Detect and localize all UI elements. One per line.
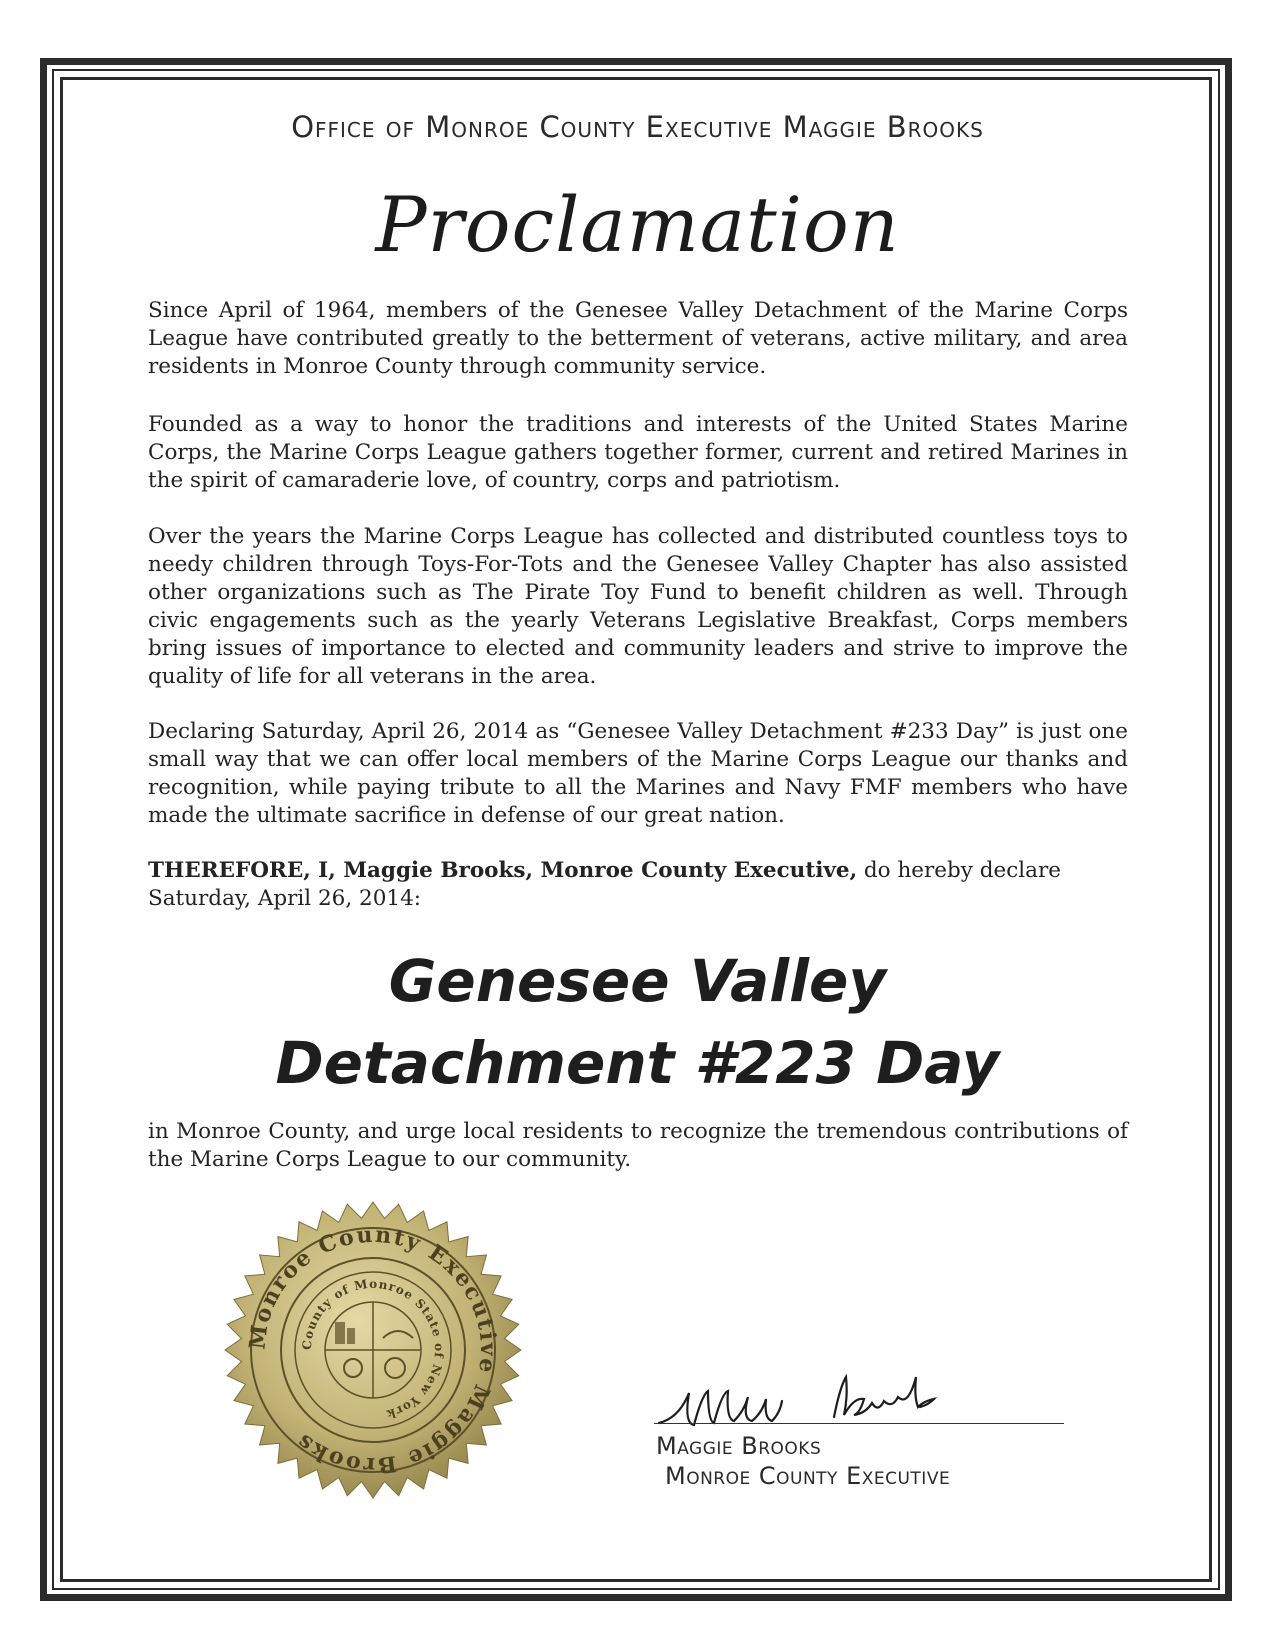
office-heading: Office of Monroe County Executive Maggie Brooks (291, 110, 984, 144)
paragraph-2: Founded as a way to honor the traditions and interests of the United States Marine Corps, the Marine Corps League gathers together former, current and retired Marines in the spirit of camaraderie love, of country, corps and patriotism. (148, 412, 1128, 493)
proclamation-title: Proclamation (375, 180, 900, 269)
signature-line (654, 1423, 1064, 1424)
county-seal (223, 1200, 523, 1500)
signer-title: Monroe County Executive (665, 1462, 951, 1490)
signer-name: Maggie Brooks (656, 1432, 822, 1460)
therefore-rest-text: do hereby declare Saturday, April 26, 2014: (148, 858, 1061, 911)
therefore-paragraph (148, 857, 1128, 913)
paragraph-4: Declaring Saturday, April 26, 2014 as “Genesee Valley Detachment #233 Day” is just one small way that we can offer local members of the Marine Corps League our thanks and recognition, while paying tribute to all the Marines and Navy FMF members who have made the ultimate sacrifice in defense of our great nation. (148, 719, 1128, 828)
seal-outer-text: Monroe County Executive Maggie Brooks (244, 1221, 502, 1479)
seal-inner-text: County of Monroe State of New York (299, 1276, 447, 1422)
day-name (0, 940, 1275, 1104)
day-name-line-1: Genesee Valley (388, 947, 887, 1015)
closing-paragraph: in Monroe County, and urge local residents to recognize the tremendous contributions of the Marine Corps League to our community. (148, 1119, 1128, 1172)
handwritten-signature (654, 1365, 1074, 1435)
therefore-bold-text: THEREFORE, I, Maggie Brooks, Monroe County Executive, (148, 858, 858, 883)
paragraph-1: Since April of 1964, members of the Genesee Valley Detachment of the Marine Corps League have contributed greatly to the betterment of veterans, active military, and area residents in Monroe County through community service. (148, 298, 1128, 379)
day-name-line-2: Detachment #223 Day (275, 1029, 1000, 1097)
paragraph-3: Over the years the Marine Corps League has collected and distributed countless toys to needy children through Toys-For-Tots and the Genesee Valley Chapter has also assisted other organizations such as The Pirate Toy Fund to benefit children as well. Through civic engagements such as the yearly Veterans Legislative Breakfast, Corps members bring issues of importance to elected and community leaders and strive to improve the quality of life for all veterans in the area. (148, 524, 1128, 689)
